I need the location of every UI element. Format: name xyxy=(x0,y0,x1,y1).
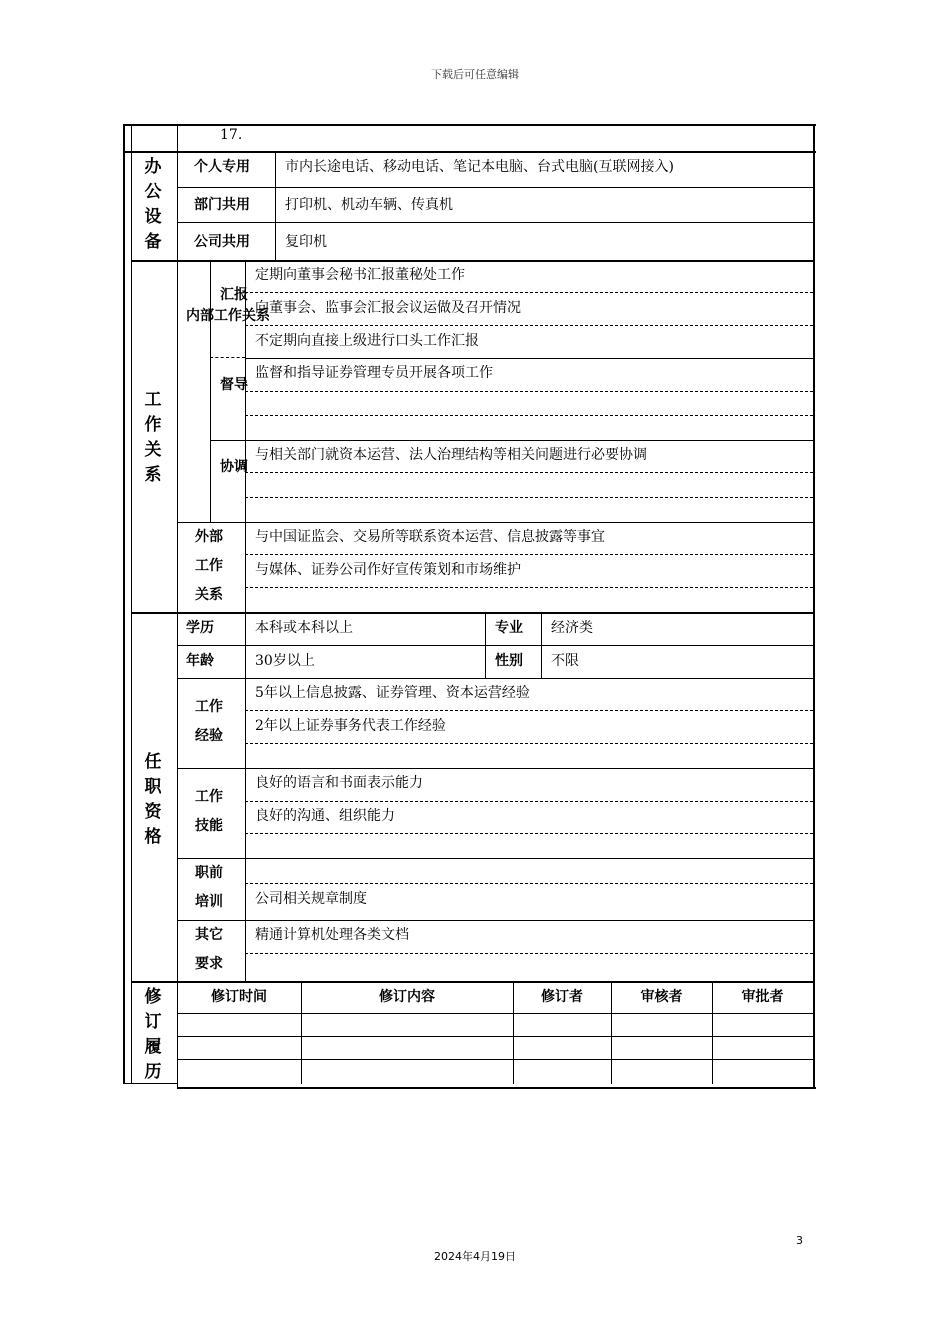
page-header: 下载后可任意编辑 xyxy=(431,68,519,81)
office-company-value: 复印机 xyxy=(285,234,327,250)
revision-row-line-1 xyxy=(177,1013,813,1014)
training-dash-1 xyxy=(245,883,813,884)
qual-row-line-1 xyxy=(177,645,813,646)
external-label-1: 外部 xyxy=(195,529,223,545)
coordinate-line-1: 与相关部门就资本运营、法人治理结构等相关问题进行必要协调 xyxy=(255,447,647,463)
relations-section-top xyxy=(131,260,813,262)
education-value: 本科或本科以上 xyxy=(255,620,353,636)
office-row-line-1 xyxy=(177,187,813,188)
office-section-top xyxy=(123,151,816,153)
report-line-1: 定期向董事会秘书汇报董秘处工作 xyxy=(255,267,465,283)
skills-line-2: 良好的沟通、组织能力 xyxy=(255,808,395,824)
work-relations-title: 工作关系 xyxy=(144,390,162,485)
office-equipment-title: 办公设备 xyxy=(144,157,162,252)
other-dash-1 xyxy=(245,953,813,954)
training-value: 公司相关规章制度 xyxy=(255,891,367,907)
inner-left-line xyxy=(131,124,132,1084)
major-label: 专业 xyxy=(495,620,523,636)
internal-bottom-line xyxy=(177,522,813,523)
report-bottom-line xyxy=(245,358,813,359)
experience-label-2: 经验 xyxy=(195,728,223,744)
report-line-2: 向董事会、监事会汇报会议运做及召开情况 xyxy=(255,300,521,316)
office-personal-value: 市内长途电话、移动电话、笔记本电脑、台式电脑(互联网接入) xyxy=(285,159,674,175)
office-department-value: 打印机、机动车辆、传真机 xyxy=(285,197,453,213)
skills-label-1: 工作 xyxy=(195,789,223,805)
gender-label: 性别 xyxy=(495,653,523,669)
coordinate-label: 协调 xyxy=(220,459,248,475)
external-line-2: 与媒体、证券公司作好宣传策划和市场维护 xyxy=(255,562,521,578)
qualifications-title: 任职资格 xyxy=(144,752,162,847)
outer-left-border xyxy=(123,124,125,1084)
external-label-2: 工作 xyxy=(195,558,223,574)
coordinate-dash-2 xyxy=(245,497,813,498)
experience-label-1: 工作 xyxy=(195,699,223,715)
experience-line-1: 5年以上信息披露、证券管理、资本运营经验 xyxy=(255,685,530,701)
other-label-2: 要求 xyxy=(195,956,223,972)
age-value: 30岁以上 xyxy=(255,653,315,669)
page-number: 3 xyxy=(796,1234,803,1247)
experience-dash-1 xyxy=(245,710,813,711)
supervise-dash-1 xyxy=(245,391,813,392)
qual-content-divider xyxy=(245,612,246,981)
skills-label-2: 技能 xyxy=(195,818,223,834)
revision-title: 修订履历 xyxy=(144,987,162,1082)
supervise-line-1: 监督和指导证券管理专员开展各项工作 xyxy=(255,365,493,381)
report-supervise-dash xyxy=(210,357,245,358)
supervise-dash-2 xyxy=(245,415,813,416)
revision-row-line-2 xyxy=(177,1036,813,1037)
training-bottom-line xyxy=(177,920,813,921)
office-company-label: 公司共用 xyxy=(194,234,250,250)
other-value: 精通计算机处理各类文档 xyxy=(255,927,409,943)
experience-line-2: 2年以上证券事务代表工作经验 xyxy=(255,718,446,734)
supervise-bottom-line xyxy=(210,440,813,441)
internal-relations-label: 内部工作关系 xyxy=(186,308,270,324)
experience-bottom-line xyxy=(177,768,813,769)
skills-dash-1 xyxy=(245,801,813,802)
revision-section-top xyxy=(131,981,813,983)
revision-row-line-3 xyxy=(177,1059,813,1060)
gender-value: 不限 xyxy=(551,653,579,669)
office-department-label: 部门共用 xyxy=(194,197,250,213)
outer-bottom-border xyxy=(177,1087,816,1089)
revision-header-reviser: 修订者 xyxy=(541,989,583,1005)
external-dash-1 xyxy=(245,554,813,555)
revision-header-content: 修订内容 xyxy=(379,989,435,1005)
external-dash-2 xyxy=(245,587,813,588)
report-label: 汇报 xyxy=(220,287,248,303)
revision-header-approver: 审批者 xyxy=(741,989,784,1005)
skills-line-1: 良好的语言和书面表示能力 xyxy=(255,775,423,791)
age-label: 年龄 xyxy=(186,653,214,669)
report-line-3: 不定期向直接上级进行口头工作汇报 xyxy=(255,333,479,349)
qual-row-line-2 xyxy=(177,678,813,679)
skills-bottom-line xyxy=(177,858,813,859)
report-dash-2 xyxy=(245,325,813,326)
outer-right-border xyxy=(813,124,815,1088)
external-label-3: 关系 xyxy=(195,587,223,603)
coordinate-dash-1 xyxy=(245,472,813,473)
revision-header-reviewer: 审核者 xyxy=(640,989,683,1005)
major-value: 经济类 xyxy=(551,620,593,636)
training-label-2: 培训 xyxy=(195,894,223,910)
report-dash-1 xyxy=(245,292,813,293)
experience-dash-2 xyxy=(245,743,813,744)
office-row-line-2 xyxy=(177,222,813,223)
skills-dash-2 xyxy=(245,833,813,834)
section-column-line xyxy=(177,124,178,1088)
supervise-label: 督导 xyxy=(220,377,248,393)
qualifications-section-top xyxy=(131,612,813,614)
office-personal-label: 个人专用 xyxy=(194,159,250,175)
internal-label-divider xyxy=(210,260,211,522)
external-line-1: 与中国证监会、交易所等联系资本运营、信息披露等事宜 xyxy=(255,529,605,545)
top-row-text: 17. xyxy=(220,127,243,143)
training-label-1: 职前 xyxy=(195,865,223,881)
education-label: 学历 xyxy=(186,620,214,636)
footer-date: 2024年4月19日 xyxy=(434,1250,516,1263)
other-label-1: 其它 xyxy=(195,927,223,943)
office-label-divider xyxy=(275,151,276,260)
revision-header-time: 修订时间 xyxy=(211,989,267,1005)
